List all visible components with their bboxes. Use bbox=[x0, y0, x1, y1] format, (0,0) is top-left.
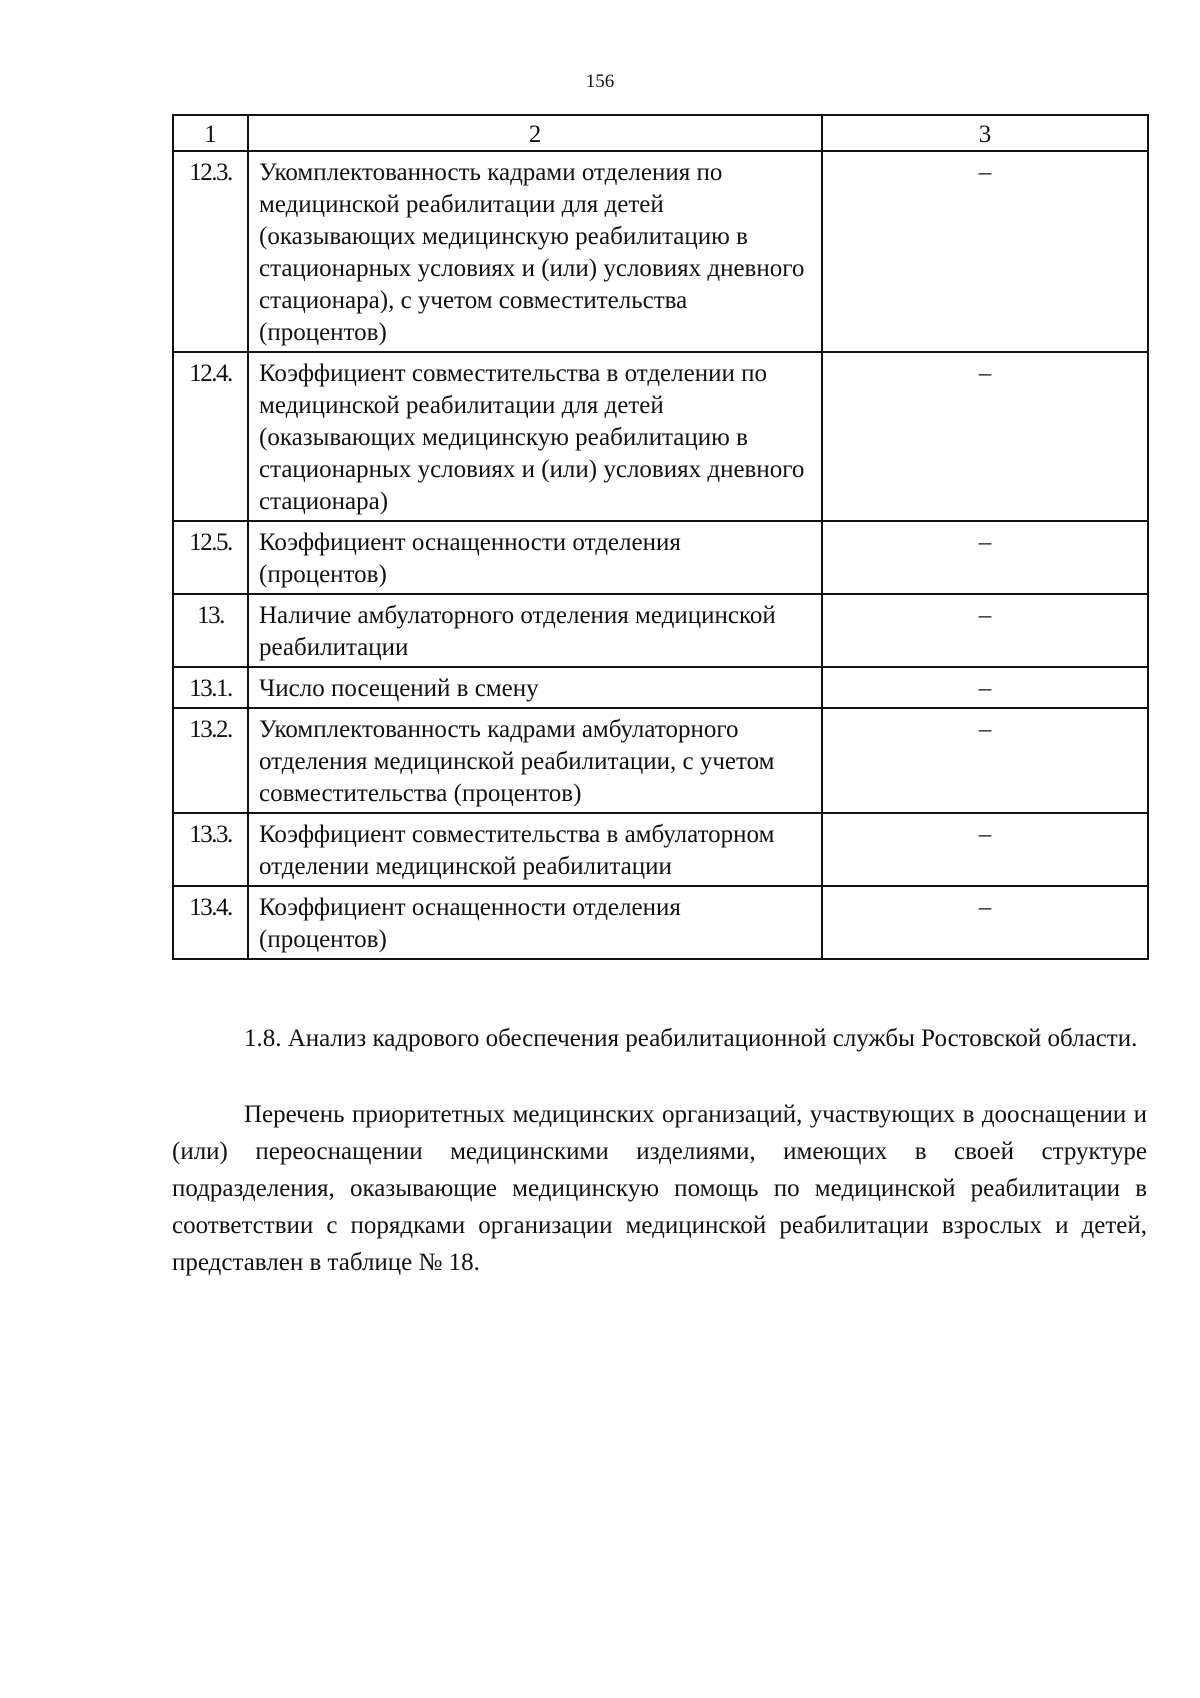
header-cell-3: 3 bbox=[822, 115, 1148, 151]
row-number: 13.1. bbox=[173, 667, 248, 708]
table-row bbox=[173, 708, 1148, 813]
body-paragraph bbox=[172, 1096, 1147, 1281]
row-text: Укомплектованность кадрами амбулаторного отделения медицинской реабилитации, с учетом совместительства (процентов) bbox=[248, 708, 822, 813]
row-number: 12.3. bbox=[173, 151, 248, 352]
header-cell-1: 1 bbox=[173, 115, 248, 151]
row-value: – bbox=[822, 708, 1148, 813]
table-row bbox=[173, 813, 1148, 886]
body-paragraph-text: Перечень приоритетных медицинских организаций, участвующих в дооснащении и (или) переоснащении медицинскими изделиями, имеющих в своей структуре подразделения, оказывающие медицинскую помощь по медицинской реабилитации в соответствии с порядками организации медицинской реабилитации взрослых и детей, представлен в таблице № 18. bbox=[172, 1101, 1147, 1276]
row-value: – bbox=[822, 667, 1148, 708]
row-number: 12.5. bbox=[173, 521, 248, 594]
table-row bbox=[173, 151, 1148, 352]
row-text: Укомплектованность кадрами отделения по медицинской реабилитации для детей (оказывающих медицинскую реабилитацию в стационарных условиях и (или) условиях дневного стационара), с учетом совместительства (процентов) bbox=[248, 151, 822, 352]
row-value: – bbox=[822, 521, 1148, 594]
row-value: – bbox=[822, 813, 1148, 886]
row-number: 13. bbox=[173, 594, 248, 667]
row-value: – bbox=[822, 886, 1148, 959]
row-text: Коэффициент оснащенности отделения (процентов) bbox=[248, 886, 822, 959]
row-text: Коэффициент совместительства в отделении по медицинской реабилитации для детей (оказывающих медицинскую реабилитацию в стационарных условиях и (или) условиях дневного стационара) bbox=[248, 352, 822, 521]
page-number: 156 bbox=[585, 71, 615, 92]
table-row bbox=[173, 352, 1148, 521]
table-row bbox=[173, 886, 1148, 959]
section-heading-text: 1.8. Анализ кадрового обеспечения реабилитационной службы Ростовской области. bbox=[244, 1025, 1138, 1052]
row-text: Наличие амбулаторного отделения медицинской реабилитации bbox=[248, 594, 822, 667]
row-value: – bbox=[822, 594, 1148, 667]
table-row bbox=[173, 594, 1148, 667]
row-value: – bbox=[822, 151, 1148, 352]
row-value: – bbox=[822, 352, 1148, 521]
header-cell-2: 2 bbox=[248, 115, 822, 151]
row-text: Коэффициент совместительства в амбулаторном отделении медицинской реабилитации bbox=[248, 813, 822, 886]
row-number: 12.4. bbox=[173, 352, 248, 521]
row-text: Число посещений в смену bbox=[248, 667, 822, 708]
table-row bbox=[173, 667, 1148, 708]
row-number: 13.3. bbox=[173, 813, 248, 886]
table-header-row bbox=[173, 115, 1148, 151]
section-heading-paragraph bbox=[172, 1020, 1147, 1057]
table-row bbox=[173, 521, 1148, 594]
row-number: 13.4. bbox=[173, 886, 248, 959]
data-table bbox=[172, 114, 1149, 960]
row-text: Коэффициент оснащенности отделения (процентов) bbox=[248, 521, 822, 594]
row-number: 13.2. bbox=[173, 708, 248, 813]
